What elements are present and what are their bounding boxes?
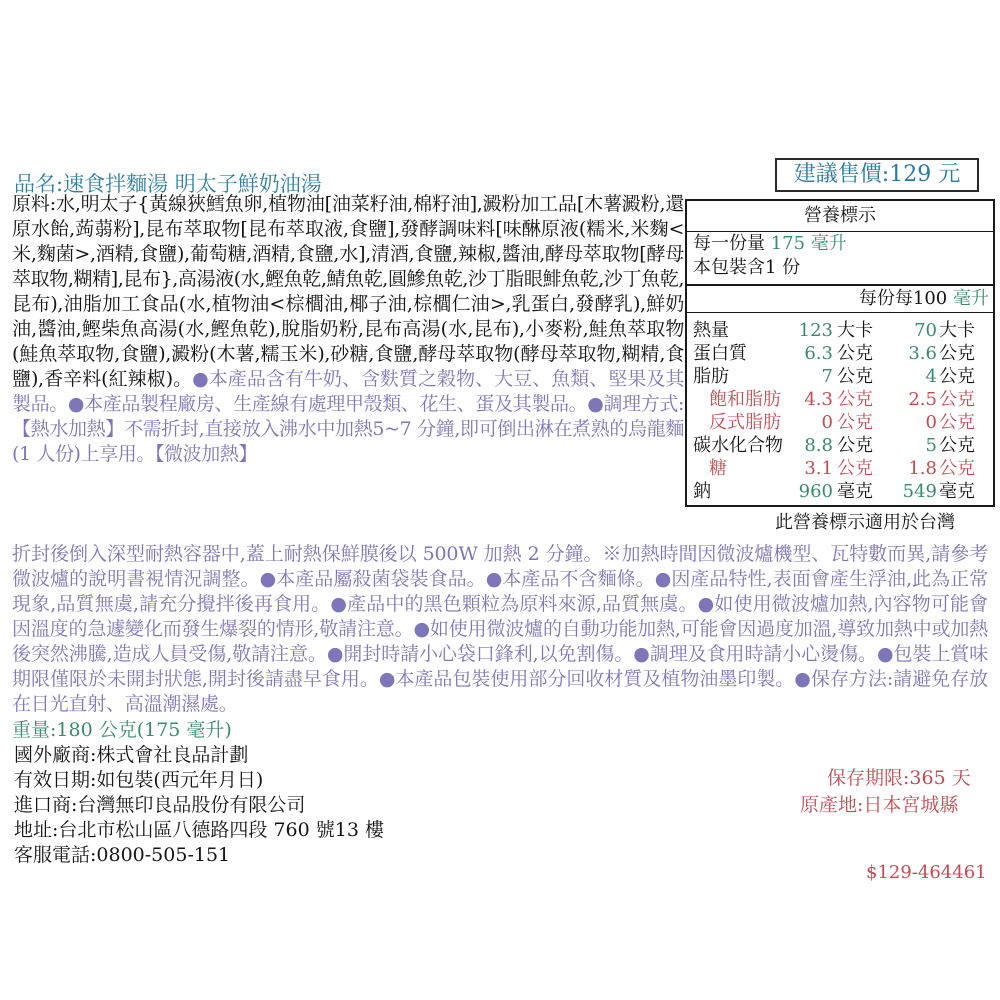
per-serving-unit: 公克 [837,435,873,456]
nutrient-name: 反式脂肪 [709,412,781,433]
per-serving-value: 123 [798,320,833,341]
nutrient-name: 碳水化合物 [693,435,783,456]
per-100ml-value: 3.6 [908,343,937,364]
per-100ml-value: 1.8 [908,458,937,479]
serving-size [687,232,993,256]
nutrition-row [687,411,993,434]
per-serving-value: 7 [821,366,833,387]
nutrition-row [687,480,993,503]
nutrition-footnote: 此營養標示適用於台灣 [775,512,955,533]
per-100ml-value: 549 [902,481,937,502]
nutrient-name: 飽和脂肪 [709,389,781,410]
per-serving-unit: 大卡 [837,320,873,341]
nutrient-name: 熱量 [693,320,729,341]
per-100ml-value: 5 [925,435,937,456]
serving-size-value: 175 毫升 [770,233,847,254]
per-100ml-unit: 公克 [939,343,975,364]
product-code: $129-464461 [866,862,987,883]
per-100ml-unit: 大卡 [939,320,975,341]
per-serving-value: 4.3 [804,389,833,410]
per-serving-unit: 公克 [837,343,873,364]
nutrition-row [687,365,993,388]
nutrition-row [687,388,993,411]
shelf-life: 保存期限:365 天 [827,767,971,789]
ingredients-list: 原料:水,明太子{黃線狹鱈魚卵,植物油[油菜籽油,棉籽油],澱粉加工品[木薯澱粉,還原水飴,蒟蒻粉],昆布萃取物[昆布萃取液,食鹽],發酵調味料[味醂原液(糯米,米麴<米,麴菌>,酒精,食鹽),葡萄糖,酒精,食鹽,水],清酒,食鹽,辣椒,醬油,酵母萃取物[酵母萃取物,糊精],昆布},高湯液(水,鰹魚乾,鯖魚乾,圓鰺魚乾,沙丁脂眼鯡魚乾,沙丁魚乾,昆布),油脂加工食品(水,植物油<棕櫚油,椰子油,棕櫚仁油>,乳蛋白,發酵乳),鮮奶油,醬油,鰹柴魚高湯(水,鰹魚乾),脫脂奶粉,昆布高湯(水,昆布),小麥粉,鮭魚萃取物(鮭魚萃取物,食鹽),澱粉(木薯,糯玉米),砂糖,食鹽,酵母萃取物(酵母萃取物,糊精,食鹽),香辛料(紅辣椒)。 [12,193,684,390]
manufacturer: 國外廠商:株式會社良品計劃 [14,744,249,766]
allergen-warning: ●本產品含有牛奶、含麩質之穀物、大豆、魚類、堅果及其製品。●本產品製程廠房、生產線有處理甲殼類、花生、蛋及其製品。●調理方式:【熱水加熱】不需折封,直接放入沸水中加熱5~7 分鐘,即可倒出淋在煮熟的烏龍麵(1 人份)上享用。【微波加熱】 [12,368,684,465]
address: 地址:台北市松山區八德路四段 760 號13 樓 [14,819,384,841]
servings-per-package: 本包裝含1 份 [693,257,801,278]
nutrition-table [685,199,995,507]
per-serving-value: 8.8 [804,435,833,456]
per-100ml-unit: 公克 [939,389,975,410]
per-serving-value: 960 [798,481,833,502]
per-100ml-unit: 公克 [939,412,975,433]
customer-service-phone: 客服電話:0800-505-151 [14,844,231,866]
expiry-date: 有效日期:如包裝(西元年月日) [14,769,264,791]
nutrition-header-label: 每份每100 [858,288,948,309]
nutrition-row [687,319,993,342]
ingredients-text [12,192,684,467]
per-100ml-value: 70 [914,320,937,341]
nutrition-title: 營養標示 [687,201,993,232]
per-100ml-unit: 公克 [939,366,975,387]
nutrition-column-header [687,284,993,313]
per-serving-unit: 公克 [837,458,873,479]
serving-size-label: 每一份量 [693,233,765,254]
net-weight: 重量:180 公克(175 毫升) [12,719,232,741]
per-serving-value: 0 [821,412,833,433]
nutrient-name: 糖 [709,458,727,479]
per-serving-value: 6.3 [804,343,833,364]
per-serving-unit: 毫克 [837,481,873,502]
per-serving-value: 3.1 [804,458,833,479]
nutrition-row [687,342,993,365]
per-serving-unit: 公克 [837,366,873,387]
nutrition-header-unit: 毫升 [953,288,989,309]
per-100ml-unit: 公克 [939,458,975,479]
product-name: 品名:速食拌麵湯 明太子鮮奶油湯 [14,172,322,196]
per-serving-unit: 公克 [837,412,873,433]
per-serving-unit: 公克 [837,389,873,410]
price-box: 建議售價:129 元 [775,158,979,192]
per-100ml-value: 2.5 [908,389,937,410]
per-100ml-value: 0 [925,412,937,433]
per-100ml-value: 4 [925,366,937,387]
country-of-origin: 原產地:日本宮城縣 [800,794,959,816]
per-100ml-unit: 毫克 [939,481,975,502]
nutrition-rows [687,313,993,503]
nutrient-name: 脂肪 [693,366,729,387]
nutrition-row [687,434,993,457]
nutrition-row [687,457,993,480]
nutrient-name: 蛋白質 [693,343,747,364]
usage-notes: 折封後倒入深型耐熱容器中,蓋上耐熱保鮮膜後以 500W 加熱 2 分鐘。※加熱時間因微波爐機型、瓦特數而異,請參考微波爐的說明書視情況調整。●本產品屬殺菌袋裝食品。●本產品不含麵條。●因產品特性,表面會產生浮油,此為正常現象,品質無虞,請充分攪拌後再食用。●產品中的黑色顆粒為原料來源,品質無虞。●如使用微波爐加熱,內容物可能會因溫度的急遽變化而發生爆裂的情形,敬請注意。●如使用微波爐的自動功能加熱,可能會因過度加溫,導致加熱中或加熱後突然沸騰,造成人員受傷,敬請注意。●開封時請小心袋口鋒利,以免割傷。●調理及食用時請小心燙傷。●包裝上賞味期限僅限於未開封狀態,開封後請盡早食用。●本產品包裝使用部分回收材質及植物油墨印製。●保存方法:請避免存放在日光直射、高溫潮濕處。 [12,543,988,715]
per-100ml-unit: 公克 [939,435,975,456]
importer: 進口商:台灣無印良品股份有限公司 [14,794,306,816]
nutrient-name: 鈉 [693,481,711,502]
